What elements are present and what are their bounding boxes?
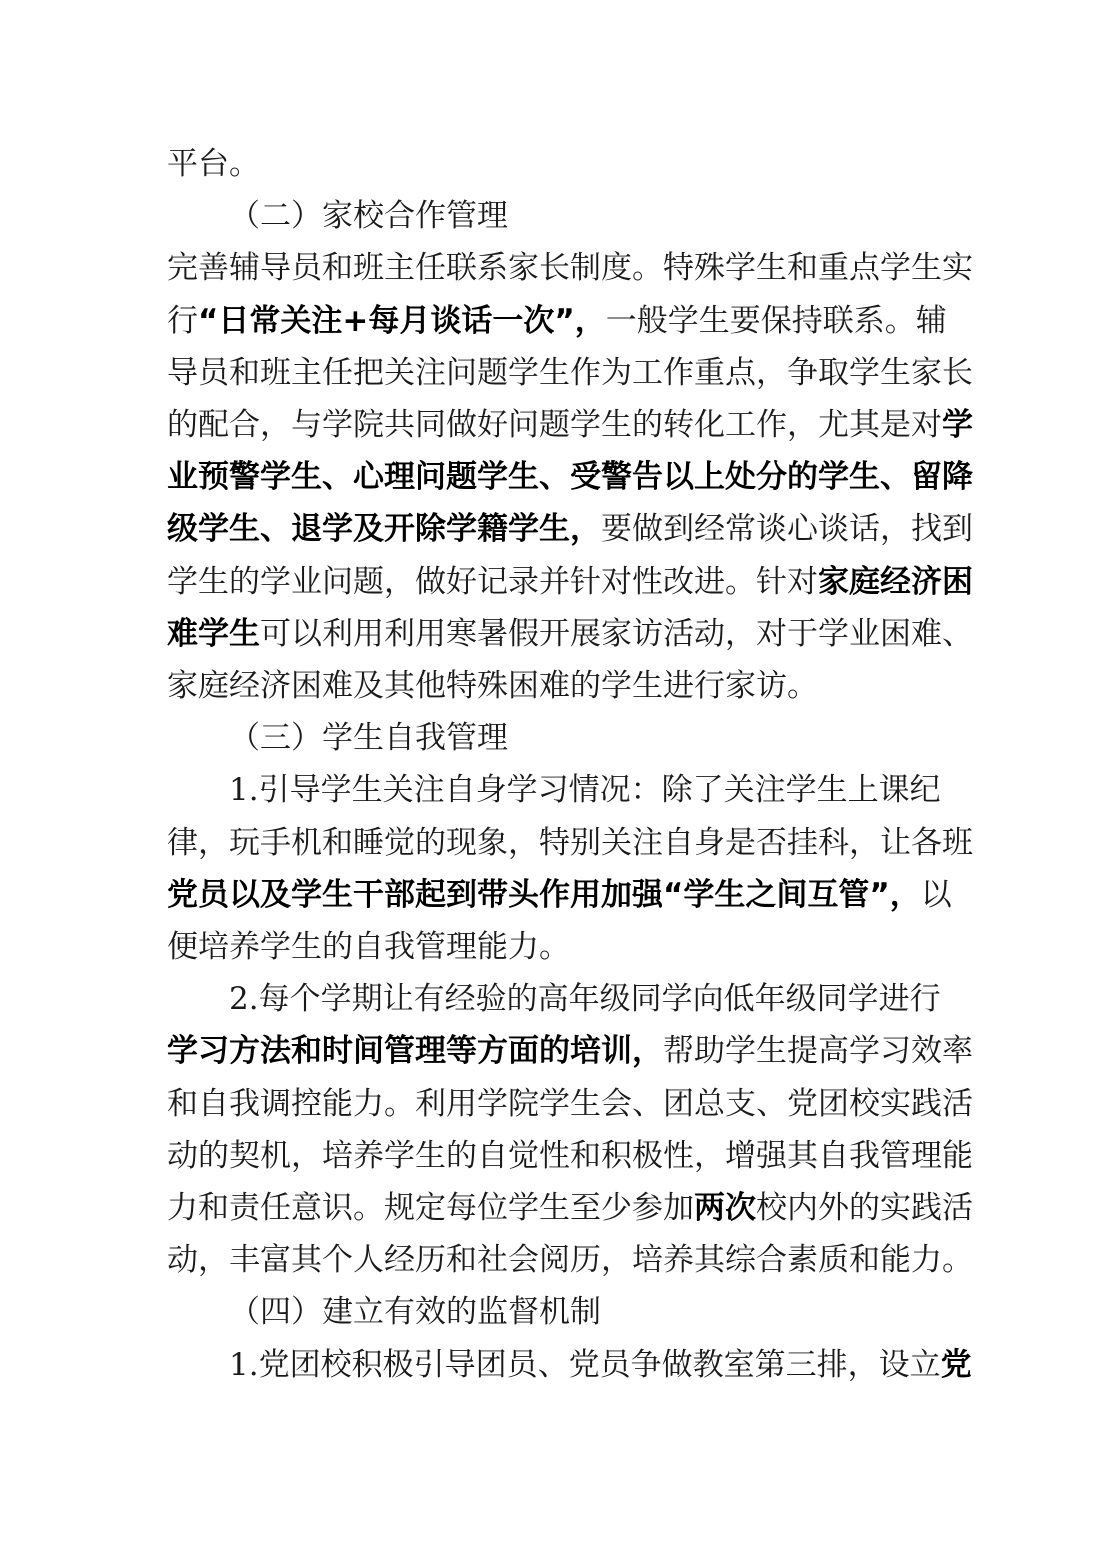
body-text: 1.引导学生关注自身学习情况：除了关注学生上课纪 — [229, 772, 941, 809]
body-text: 行 — [167, 302, 198, 339]
paragraph-line — [167, 1130, 973, 1182]
emphasis-text: “日常关注+每月谈话一次”， — [198, 302, 606, 339]
body-text: 要做到经常谈心谈话，找到 — [601, 511, 973, 548]
emphasis-text: 两次 — [694, 1190, 756, 1226]
body-text: 学生的学业问题，做好记录并针对性改进。针对 — [167, 563, 818, 600]
paragraph-line — [167, 660, 937, 712]
body-text: （三）学生自我管理 — [229, 720, 508, 757]
section-heading — [167, 190, 937, 242]
body-text: 动，丰富其个人经历和社会阅历，培养其综合素质和能力。 — [167, 1242, 973, 1279]
paragraph-line — [167, 608, 973, 660]
body-text: 力和责任意识。规定每位学生至少参加 — [167, 1190, 694, 1226]
body-text: 平台。 — [167, 146, 260, 182]
paragraph-line — [167, 973, 941, 1025]
paragraph-line — [167, 295, 947, 347]
paragraph-line — [167, 1025, 973, 1077]
body-text: 的配合，与学院共同做好问题学生的转化工作，尤其是对 — [167, 407, 942, 443]
body-text: 1.党团校积极引导团员、党员争做教室第三排，设立 — [229, 1346, 941, 1383]
section-heading — [167, 1286, 937, 1338]
emphasis-text: 党员以及学生干部起到带头作用加强“学生之间互管”， — [167, 876, 921, 913]
section-heading — [167, 712, 937, 764]
paragraph-line — [167, 1234, 973, 1286]
emphasis-text: 家庭经济困 — [818, 563, 973, 600]
emphasis-text: 业预警学生、心理问题学生、受警告以上处分的学生、留降 — [167, 459, 973, 496]
emphasis-text: 学习方法和时间管理等方面的培训， — [167, 1033, 663, 1070]
body-text: 律，玩手机和睡觉的现象，特别关注自身是否挂科，让各班 — [167, 824, 973, 861]
body-text: （二）家校合作管理 — [229, 198, 508, 235]
paragraph-line — [167, 399, 973, 451]
emphasis-text: 党 — [940, 1346, 972, 1383]
body-text: 校内外的实践活 — [756, 1190, 973, 1226]
paragraph-line — [167, 1339, 972, 1391]
body-text: 一般学生要保持联系。辅 — [605, 302, 947, 339]
body-text: 动的契机，培养学生的自觉性和积极性，增强其自我管理能 — [167, 1137, 973, 1174]
paragraph-line — [167, 921, 937, 973]
emphasis-text: 学 — [942, 407, 973, 443]
body-text: 和自我调控能力。利用学院学生会、团总支、党团校实践活 — [167, 1085, 973, 1122]
body-text: 完善辅导员和班主任联系家长制度。特殊学生和重点学生实 — [167, 250, 973, 287]
paragraph-line — [167, 347, 973, 399]
paragraph-line — [167, 503, 973, 555]
body-text: 家庭经济困难及其他特殊困难的学生进行家访。 — [167, 668, 818, 704]
paragraph-line — [167, 869, 952, 921]
body-text: （四）建立有效的监督机制 — [229, 1294, 601, 1331]
body-text: 2.每个学期让有经验的高年级同学向低年级同学进行 — [229, 981, 941, 1018]
paragraph-line — [167, 556, 973, 608]
paragraph-line — [167, 1182, 973, 1234]
body-text: 便培养学生的自我管理能力。 — [167, 929, 570, 965]
paragraph-line — [167, 764, 941, 816]
paragraph-line — [167, 817, 973, 869]
body-text: 导员和班主任把关注问题学生作为工作重点，争取学生家长 — [167, 354, 973, 391]
body-text: 可以利用利用寒暑假开展家访活动，对于学业困难、 — [260, 615, 973, 652]
paragraph-line — [167, 138, 937, 190]
paragraph-line — [167, 242, 973, 294]
paragraph-line — [167, 451, 973, 503]
paragraph-line — [167, 1078, 973, 1130]
emphasis-text: 难学生 — [167, 615, 260, 652]
body-text: 帮助学生提高学习效率 — [663, 1033, 973, 1070]
emphasis-text: 级学生、退学及开除学籍学生， — [167, 511, 601, 548]
body-text: 以 — [920, 876, 952, 913]
